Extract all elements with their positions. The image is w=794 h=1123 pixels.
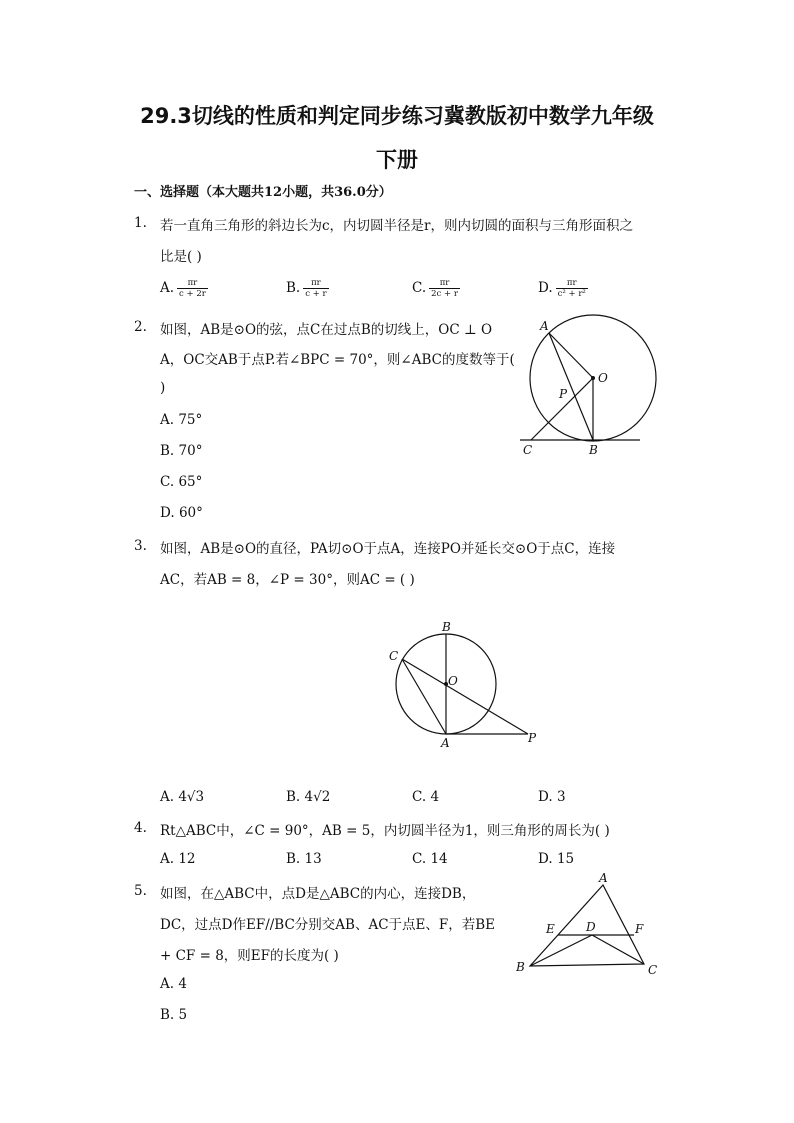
question-5-option-b[interactable]	[160, 1007, 187, 1023]
option-label: B.	[286, 789, 301, 805]
option-text: 60°	[178, 505, 203, 521]
question-2-text-line3: )	[160, 380, 166, 396]
option-label: B.	[160, 1007, 175, 1023]
option-text: 4	[178, 976, 187, 992]
option-label: D.	[538, 280, 553, 296]
question-2-option-a[interactable]	[160, 412, 202, 428]
question-2-text-line2: A，OC交AB于点P.若∠BPC = 70°，则∠ABC的度数等于(	[160, 352, 515, 368]
question-1-option-d[interactable]	[538, 278, 588, 299]
question-4-option-c[interactable]	[412, 851, 448, 867]
fraction	[556, 278, 588, 299]
chord-ac	[402, 659, 446, 734]
option-label: A.	[160, 851, 175, 867]
question-4-text-line1: Rt△ABC中，∠C = 90°，AB = 5，内切圆半径为1，则三角形的周长为( )	[160, 823, 610, 839]
segment-db	[530, 935, 592, 966]
option-label: C.	[412, 789, 427, 805]
option-label: B.	[160, 443, 175, 459]
question-2-option-c[interactable]	[160, 474, 202, 490]
segment-oa	[549, 333, 593, 378]
option-label: A.	[160, 789, 175, 805]
label-b: B	[589, 443, 598, 457]
option-label: B.	[286, 280, 301, 296]
label-p: P	[528, 731, 537, 745]
fraction-numerator: πr	[556, 278, 588, 289]
option-label: B.	[286, 851, 301, 867]
question-1-text-line1: 若一直角三角形的斜边长为c，内切圆半径是r，则内切圆的面积与三角形面积之	[160, 218, 634, 234]
question-4-option-d[interactable]	[538, 851, 574, 867]
option-text: 4	[430, 789, 440, 805]
option-label: A.	[160, 280, 175, 296]
fraction	[177, 278, 208, 299]
line-pc	[402, 659, 528, 734]
label-b: B	[442, 620, 451, 634]
label-c: C	[389, 649, 399, 663]
question-2-option-d[interactable]	[160, 505, 203, 521]
question-5-text-line2: DC，过点D作EF//BC分别交AB、AC于点E、F，若BE	[160, 917, 496, 933]
option-text: 65°	[178, 474, 203, 490]
fraction-numerator: πr	[429, 278, 460, 289]
label-d: D	[586, 920, 596, 934]
option-text: 15	[556, 851, 575, 867]
fraction	[303, 278, 328, 299]
label-a: A	[540, 319, 549, 333]
option-text: 12	[178, 851, 196, 867]
question-1-text-line2: 比是( )	[160, 249, 202, 265]
question-3-option-b[interactable]	[286, 789, 330, 805]
label-e: E	[546, 922, 555, 936]
option-text: 75°	[178, 412, 203, 428]
question-4-option-b[interactable]	[286, 851, 322, 867]
question-3-number: 3.	[134, 538, 147, 554]
question-3-option-a[interactable]	[160, 789, 204, 805]
option-label: D.	[160, 505, 175, 521]
question-3-option-d[interactable]	[538, 789, 566, 805]
option-text: 4√2	[304, 789, 331, 805]
option-text: 4√3	[178, 789, 205, 805]
question-1-number: 1.	[134, 215, 147, 231]
question-1-option-a[interactable]	[160, 278, 208, 299]
fraction	[429, 278, 460, 299]
fraction-denominator: c + r	[305, 289, 327, 299]
option-text: 70°	[178, 443, 203, 459]
question-5-number: 5.	[134, 883, 147, 899]
center-point	[591, 376, 595, 380]
question-3-figure	[385, 615, 545, 750]
label-p: P	[559, 387, 568, 401]
option-text: 13	[304, 851, 322, 867]
question-4-number: 4.	[134, 820, 147, 836]
question-3-text-line1: 如图，AB是⊙O的直径，PA切⊙O于点A，连接PO并延长交⊙O于点C，连接	[160, 541, 616, 557]
option-label: C.	[412, 280, 427, 296]
label-o: O	[448, 674, 458, 688]
question-4-option-a[interactable]	[160, 851, 196, 867]
fraction-numerator: πr	[177, 278, 208, 289]
question-5-text-line1: 如图，在△ABC中，点D是△ABC的内心，连接DB，	[160, 886, 476, 902]
option-text: 3	[556, 789, 566, 805]
label-a: A	[599, 871, 608, 885]
label-c: C	[648, 963, 658, 977]
fraction-denominator: c² + r²	[557, 289, 586, 299]
option-label: A.	[160, 412, 175, 428]
question-2-text-line1: 如图，AB是⊙O的弦，点C在过点B的切线上，OC ⊥ O	[160, 322, 493, 338]
question-5-text-line3: + CF = 8，则EF的长度为( )	[160, 948, 339, 964]
question-1-option-b[interactable]	[286, 278, 329, 299]
option-label: D.	[538, 789, 553, 805]
label-c: C	[523, 443, 533, 457]
fraction-denominator: c + 2r	[179, 289, 206, 299]
question-5-option-a[interactable]	[160, 976, 187, 992]
question-3-option-c[interactable]	[412, 789, 439, 805]
label-b: B	[516, 960, 525, 974]
question-2-number: 2.	[134, 319, 147, 335]
question-2-figure	[510, 312, 660, 462]
chord-ab	[549, 333, 593, 440]
question-2-option-b[interactable]	[160, 443, 202, 459]
fraction-numerator: πr	[303, 278, 328, 289]
option-label: C.	[412, 851, 427, 867]
label-f: F	[635, 922, 644, 936]
question-5-figure	[510, 868, 665, 980]
document-title-line1: 29.3切线的性质和判定同步练习冀教版初中数学九年级	[140, 104, 654, 128]
option-label: D.	[538, 851, 553, 867]
option-label: A.	[160, 976, 175, 992]
option-text: 14	[430, 851, 448, 867]
option-label: C.	[160, 474, 175, 490]
fraction-denominator: 2c + r	[431, 289, 458, 299]
section-heading: 一、选择题（本大题共12小题，共36.0分）	[134, 185, 392, 200]
document-title-line2: 下册	[376, 148, 418, 172]
question-3-text-line2: AC，若AB = 8，∠P = 30°，则AC = ( )	[160, 572, 415, 588]
option-text: 5	[178, 1007, 188, 1023]
label-o: O	[598, 371, 608, 385]
question-1-option-c[interactable]	[412, 278, 460, 299]
label-a: A	[441, 736, 450, 750]
